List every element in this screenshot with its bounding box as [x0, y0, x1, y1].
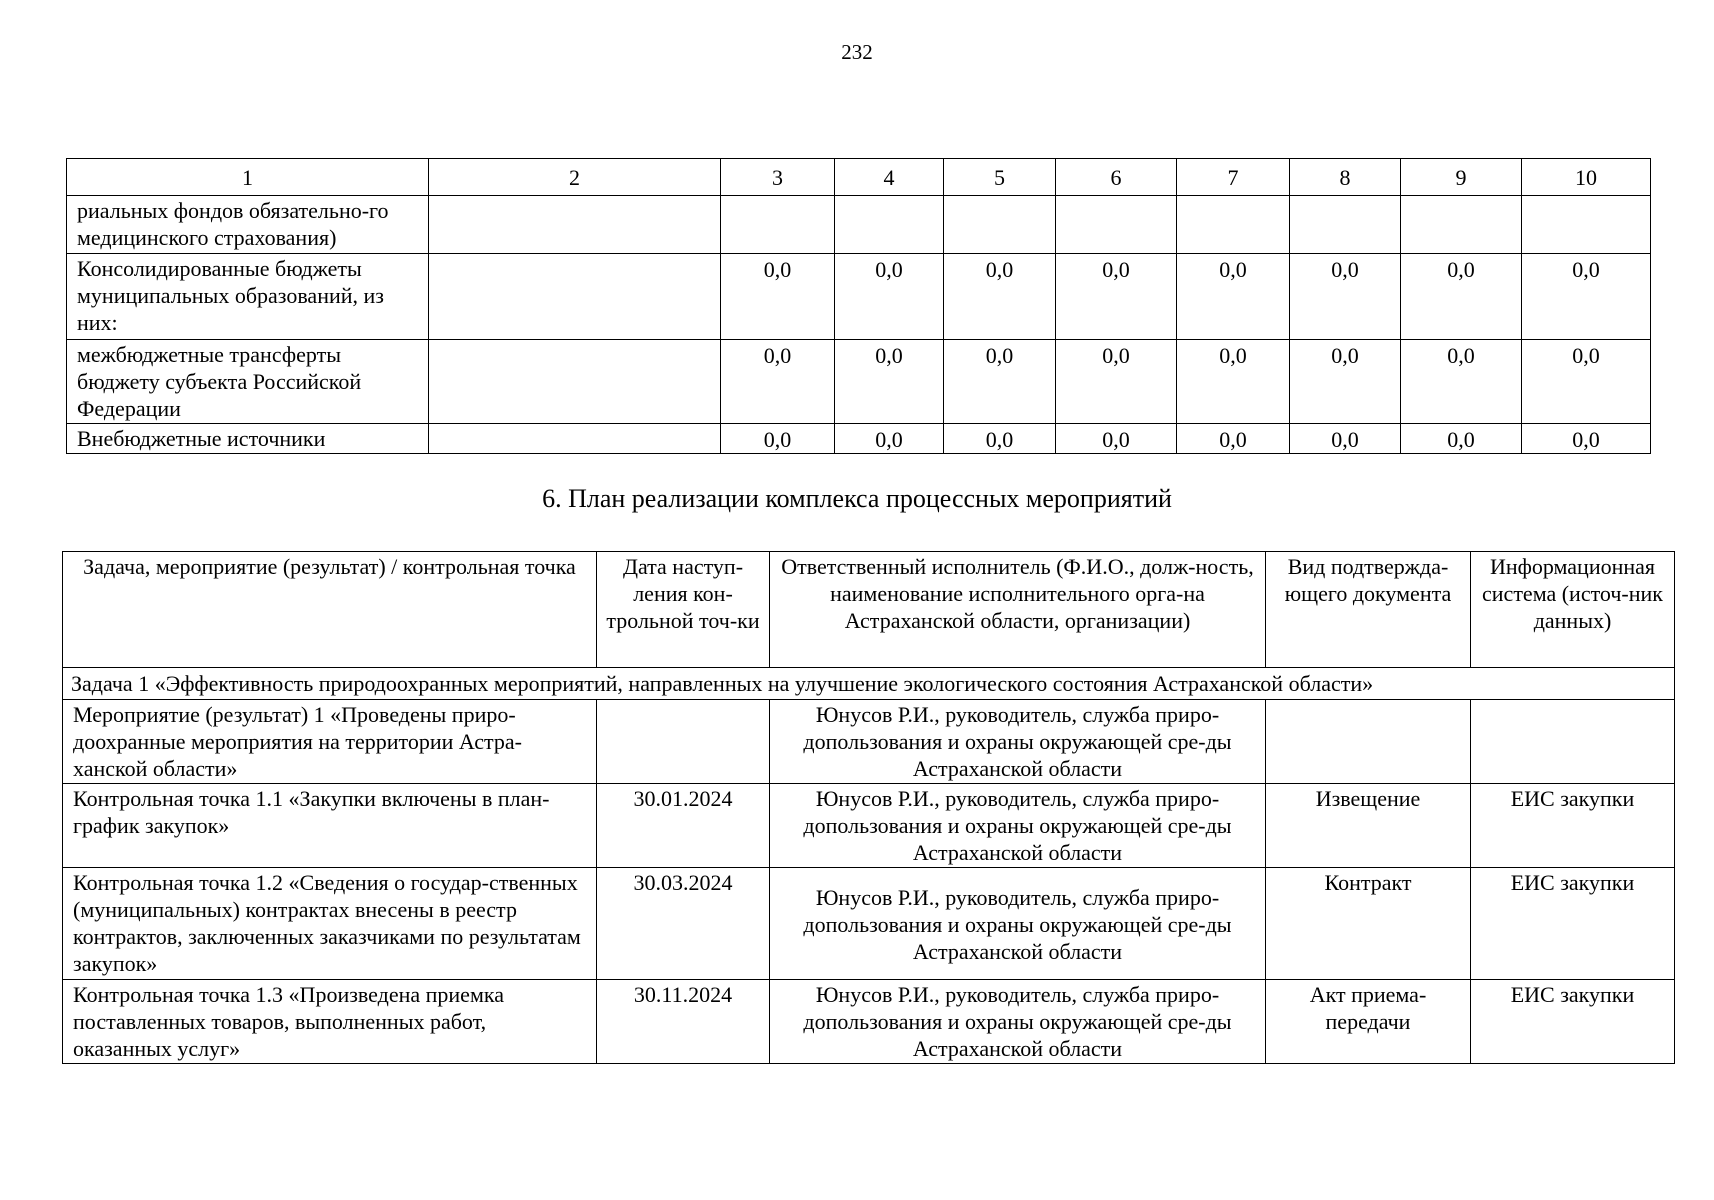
row-value: [721, 196, 835, 254]
column-number-row: [67, 159, 1651, 196]
header-executor: Ответственный исполнитель (Ф.И.О., долж-ность, наименование исполнительного орга-на Астраханской области, организации): [770, 552, 1266, 668]
section-title: 6. План реализации комплекса процессных мероприятий: [542, 484, 1172, 513]
row-system: [1471, 700, 1675, 784]
row-document: Контракт: [1266, 868, 1471, 980]
header-date: Дата наступ-ления кон-трольной точ-ки: [597, 552, 770, 668]
row-value: 0,0: [1290, 254, 1401, 340]
table-row: [67, 340, 1651, 424]
row-value: 0,0: [721, 424, 835, 454]
row-value: [1522, 196, 1651, 254]
task-header: Задача 1 «Эффективность природоохранных мероприятий, направленных на улучшение экологического состояния Астраханской области»: [63, 668, 1675, 700]
row-value: [1056, 196, 1177, 254]
row-value: [1290, 196, 1401, 254]
row-value: [1401, 196, 1522, 254]
column-number: 7: [1177, 159, 1290, 196]
table-row: [63, 700, 1675, 784]
row-document: [1266, 700, 1471, 784]
row-value: 0,0: [1522, 424, 1651, 454]
row-executor: Юнусов Р.И., руководитель, служба приро-допользования и охраны окружающей сре-ды Астраханской области: [770, 700, 1266, 784]
row-label: Консолидированные бюджеты муниципальных образований, из них:: [67, 254, 429, 340]
column-number: 1: [67, 159, 429, 196]
table-row: [67, 424, 1651, 454]
column-number: 9: [1401, 159, 1522, 196]
table-row: [67, 196, 1651, 254]
plan-table: [62, 551, 1675, 1064]
row-label: межбюджетные трансферты бюджету субъекта Российской Федерации: [67, 340, 429, 424]
page-number: 232: [841, 40, 873, 64]
row-date: 30.01.2024: [597, 784, 770, 868]
row-value: 0,0: [944, 340, 1056, 424]
row-col2: [429, 340, 721, 424]
row-document: Извещение: [1266, 784, 1471, 868]
row-value: 0,0: [1290, 424, 1401, 454]
row-date: [597, 700, 770, 784]
task-header-row: [63, 668, 1675, 700]
header-task: Задача, мероприятие (результат) / контрольная точка: [63, 552, 597, 668]
row-value: 0,0: [1401, 254, 1522, 340]
row-executor: Юнусов Р.И., руководитель, служба приро-допользования и охраны окружающей сре-ды Астраханской области: [770, 784, 1266, 868]
row-system: ЕИС закупки: [1471, 868, 1675, 980]
plan-header-row: [63, 552, 1675, 668]
row-value: 0,0: [835, 254, 944, 340]
row-label: риальных фондов обязательно-го медицинского страхования): [67, 196, 429, 254]
row-name: Контрольная точка 1.3 «Произведена приемка поставленных товаров, выполненных работ, оказанных услуг»: [63, 980, 597, 1064]
row-value: 0,0: [1177, 254, 1290, 340]
row-system: ЕИС закупки: [1471, 784, 1675, 868]
row-executor: Юнусов Р.И., руководитель, служба приро-допользования и охраны окружающей сре-ды Астраханской области: [770, 980, 1266, 1064]
row-value: 0,0: [944, 254, 1056, 340]
row-value: 0,0: [944, 424, 1056, 454]
row-value: [944, 196, 1056, 254]
column-number: 10: [1522, 159, 1651, 196]
row-value: 0,0: [1056, 424, 1177, 454]
column-number: 4: [835, 159, 944, 196]
table-row: [63, 868, 1675, 980]
row-name: Контрольная точка 1.2 «Сведения о государ-ственных (муниципальных) контрактах внесены в реестр контрактов, заключенных заказчиками по результатам закупок»: [63, 868, 597, 980]
column-number: 6: [1056, 159, 1177, 196]
row-value: 0,0: [1401, 340, 1522, 424]
column-number: 5: [944, 159, 1056, 196]
row-value: 0,0: [1401, 424, 1522, 454]
row-label: Внебюджетные источники: [67, 424, 429, 454]
header-document: Вид подтвержда-ющего документа: [1266, 552, 1471, 668]
row-executor: Юнусов Р.И., руководитель, служба приро-допользования и охраны окружающей сре-ды Астраханской области: [770, 868, 1266, 980]
row-value: 0,0: [835, 340, 944, 424]
row-name: Мероприятие (результат) 1 «Проведены приро-доохранные мероприятия на территории Астра-ханской области»: [63, 700, 597, 784]
row-value: 0,0: [835, 424, 944, 454]
row-name: Контрольная точка 1.1 «Закупки включены в план-график закупок»: [63, 784, 597, 868]
budget-table: [66, 158, 1651, 454]
row-value: 0,0: [1290, 340, 1401, 424]
row-value: 0,0: [721, 254, 835, 340]
row-value: [1177, 196, 1290, 254]
row-col2: [429, 424, 721, 454]
row-col2: [429, 196, 721, 254]
row-col2: [429, 254, 721, 340]
column-number: 3: [721, 159, 835, 196]
row-value: 0,0: [721, 340, 835, 424]
table-row: [63, 784, 1675, 868]
row-date: 30.03.2024: [597, 868, 770, 980]
header-system: Информационная система (источ-ник данных): [1471, 552, 1675, 668]
row-value: 0,0: [1056, 340, 1177, 424]
row-document: Акт приема-передачи: [1266, 980, 1471, 1064]
column-number: 8: [1290, 159, 1401, 196]
column-number: 2: [429, 159, 721, 196]
row-value: 0,0: [1522, 254, 1651, 340]
row-value: 0,0: [1177, 424, 1290, 454]
row-date: 30.11.2024: [597, 980, 770, 1064]
table-row: [67, 254, 1651, 340]
row-value: 0,0: [1056, 254, 1177, 340]
row-system: ЕИС закупки: [1471, 980, 1675, 1064]
table-row: [63, 980, 1675, 1064]
row-value: 0,0: [1522, 340, 1651, 424]
row-value: 0,0: [1177, 340, 1290, 424]
row-value: [835, 196, 944, 254]
